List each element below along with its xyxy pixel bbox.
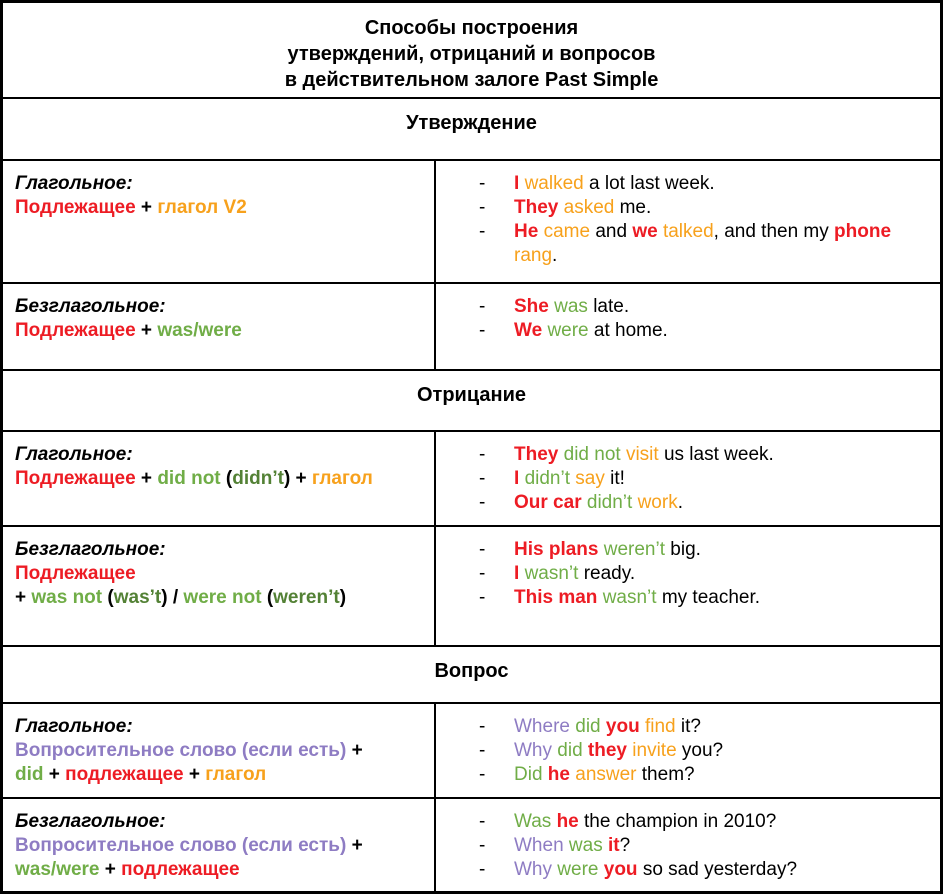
form-type-label: Глагольное:: [15, 173, 133, 194]
formula-line: did + подлежащее + глагол: [15, 764, 267, 785]
table-row: [3, 797, 940, 891]
dash-bullet: -: [479, 468, 486, 489]
dash-bullet: -: [479, 492, 486, 513]
examples-cell: [436, 527, 940, 645]
table-row: [3, 702, 940, 797]
example-text: When was it?: [514, 835, 631, 856]
form-type-label: Безглагольное:: [15, 296, 166, 317]
example-item: [436, 586, 934, 610]
formula-line: Подлежащее + was/were: [15, 320, 242, 341]
example-text: They did not visit us last week.: [514, 444, 774, 465]
form-type-label: Безглагольное:: [15, 811, 166, 832]
title-line-2: утверждений, отрицаний и вопросов: [287, 43, 656, 65]
dash-bullet: -: [479, 587, 486, 608]
dash-bullet: -: [479, 859, 486, 880]
example-text: His plans weren’t big.: [514, 539, 701, 560]
form-cell: [3, 704, 436, 797]
dash-bullet: -: [479, 296, 486, 317]
example-item: [436, 295, 934, 319]
examples-cell: [436, 284, 940, 369]
example-item: [436, 715, 934, 739]
formula-line: was/were + подлежащее: [15, 859, 240, 880]
dash-bullet: -: [479, 740, 486, 761]
example-text: They asked me.: [514, 197, 652, 218]
form-cell: [3, 527, 436, 645]
example-item: [436, 220, 934, 268]
dash-bullet: -: [479, 320, 486, 341]
dash-bullet: -: [479, 811, 486, 832]
dash-bullet: -: [479, 173, 486, 194]
example-item: [436, 172, 934, 196]
example-item: [436, 562, 934, 586]
example-item: [436, 491, 934, 515]
form-type-label: Глагольное:: [15, 716, 133, 737]
example-text: Why were you so sad yesterday?: [514, 859, 798, 880]
dash-bullet: -: [479, 835, 486, 856]
example-item: [436, 443, 934, 467]
dash-bullet: -: [479, 444, 486, 465]
example-item: [436, 319, 934, 343]
example-item: [436, 763, 934, 787]
example-text: I didn’t say it!: [514, 468, 625, 489]
example-text: We were at home.: [514, 320, 668, 341]
example-item: [436, 739, 934, 763]
example-text: He came and we talked, and then my phone rang.: [514, 221, 892, 266]
formula-line: + was not (was’t) / were not (weren’t): [15, 587, 347, 608]
example-text: Was he the champion in 2010?: [514, 811, 777, 832]
examples-cell: [436, 799, 940, 891]
title-line-1: Способы построения: [364, 17, 579, 39]
example-text: I walked a lot last week.: [514, 173, 715, 194]
dash-bullet: -: [479, 764, 486, 785]
form-type-label: Безглагольное:: [15, 539, 166, 560]
formula-line: Подлежащее + did not (didn’t) + глагол: [15, 468, 373, 489]
section-header-affirmative: Утверждение: [3, 97, 940, 159]
dash-bullet: -: [479, 197, 486, 218]
dash-bullet: -: [479, 716, 486, 737]
dash-bullet: -: [479, 563, 486, 584]
example-text: This man wasn’t my teacher.: [514, 587, 761, 608]
table-row: [3, 430, 940, 525]
example-text: Why did they invite you?: [514, 740, 724, 761]
formula-line: Вопросительное слово (если есть) +: [15, 740, 363, 761]
formula-line: Подлежащее + глагол V2: [15, 197, 247, 218]
section-header-negative: Отрицание: [3, 369, 940, 430]
example-item: [436, 467, 934, 491]
form-cell: [3, 799, 436, 891]
example-item: [436, 538, 934, 562]
form-cell: [3, 432, 436, 525]
example-text: Where did you find it?: [514, 716, 701, 737]
formula-line: Подлежащее: [15, 563, 136, 584]
section-header-question: Вопрос: [3, 645, 940, 702]
example-text: She was late.: [514, 296, 630, 317]
example-text: I wasn’t ready.: [514, 563, 636, 584]
dash-bullet: -: [479, 539, 486, 560]
form-cell: [3, 284, 436, 369]
example-item: [436, 858, 934, 882]
table-title: [3, 3, 940, 97]
example-text: Our car didn’t work.: [514, 492, 683, 513]
example-text: Did he answer them?: [514, 764, 695, 785]
examples-cell: [436, 161, 940, 282]
table-row: [3, 282, 940, 369]
dash-bullet: -: [479, 221, 486, 242]
example-item: [436, 834, 934, 858]
examples-cell: [436, 432, 940, 525]
example-item: [436, 196, 934, 220]
formula-line: Вопросительное слово (если есть) +: [15, 835, 363, 856]
examples-cell: [436, 704, 940, 797]
table-row: [3, 525, 940, 645]
table-row: [3, 159, 940, 282]
form-type-label: Глагольное:: [15, 444, 133, 465]
form-cell: [3, 161, 436, 282]
example-item: [436, 810, 934, 834]
title-line-3: в действительном залоге Past Simple: [284, 69, 659, 91]
